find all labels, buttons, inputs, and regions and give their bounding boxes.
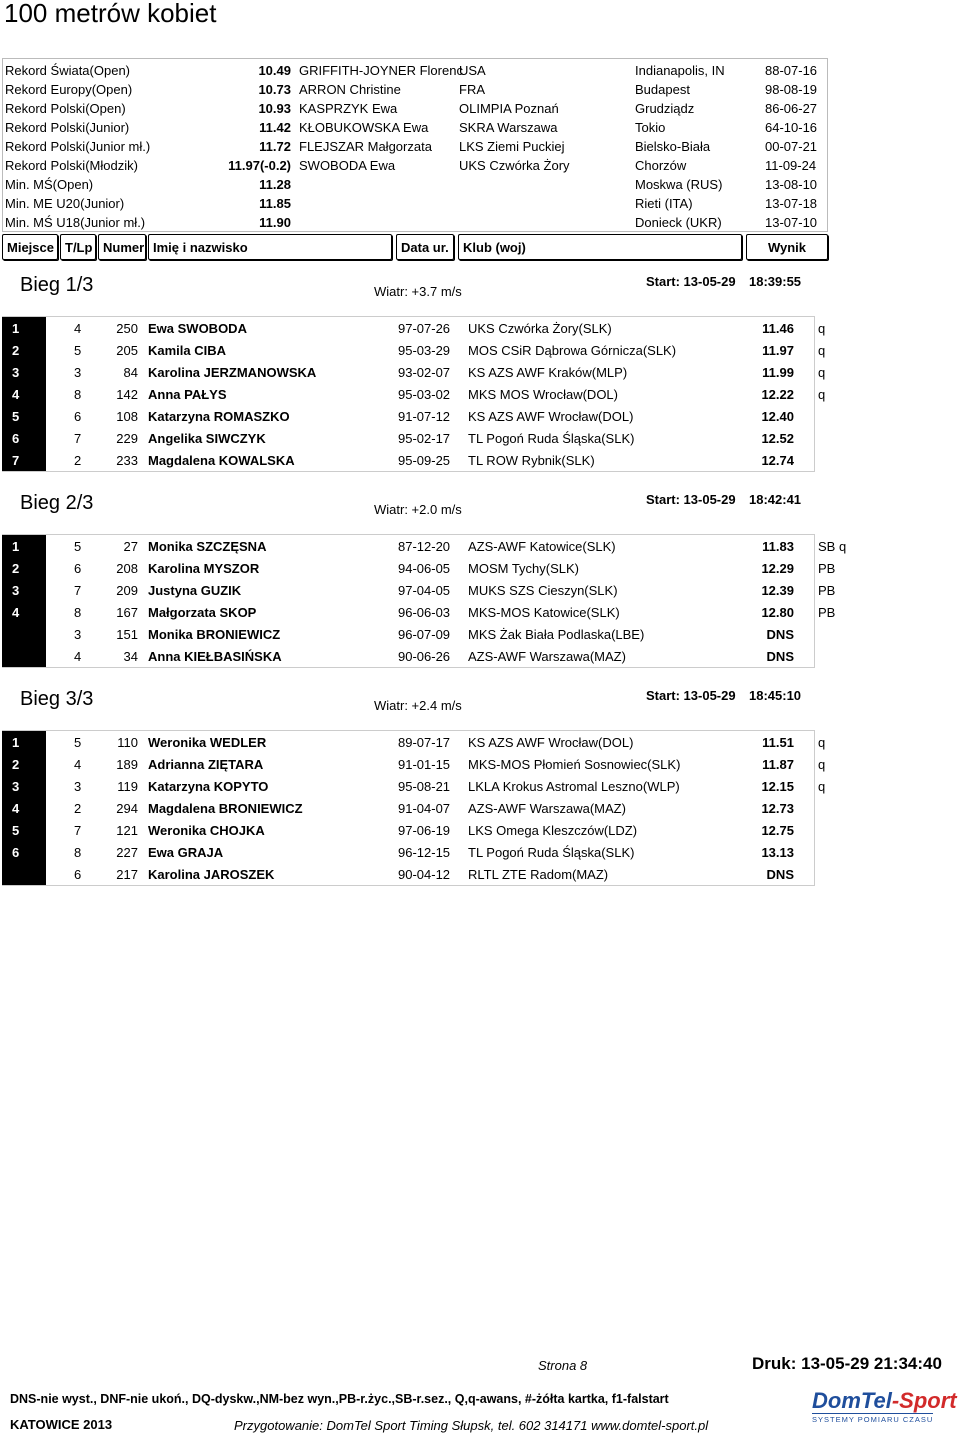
result-row <box>2 383 826 405</box>
record-place: Chorzów <box>635 158 687 173</box>
record-date: 00-07-21 <box>765 139 818 154</box>
result-athlete: Adrianna ZIĘTARA <box>148 757 264 772</box>
header-place: Miejsce <box>2 234 58 260</box>
result-dob: 95-03-02 <box>398 387 451 402</box>
record-result: 11.85 <box>259 196 291 211</box>
result-athlete: Weronika CHOJKA <box>148 823 265 838</box>
record-label: Rekord Polski(Open) <box>5 101 126 116</box>
result-athlete: Karolina JERZMANOWSKA <box>148 365 317 380</box>
result-athlete: Ewa SWOBODA <box>148 321 247 336</box>
result-row <box>2 535 847 557</box>
result-time: 12.80 <box>761 605 794 620</box>
prepared-by: Przygotowanie: DomTel Sport Timing Słupsk, tel. 602 314171 www.domtel-sport.pl <box>234 1418 709 1433</box>
result-note: q <box>818 365 826 380</box>
result-dob: 90-04-12 <box>398 867 451 882</box>
result-athlete: Angelika SIWCZYK <box>148 431 266 446</box>
result-dob: 90-06-26 <box>398 649 451 664</box>
result-athlete: Weronika WEDLER <box>148 735 267 750</box>
result-time: 12.52 <box>761 431 794 446</box>
result-note: SB q <box>818 539 847 554</box>
heat-start-time: 18:45:10 <box>749 688 802 703</box>
result-club: AZS-AWF Warszawa(MAZ) <box>468 801 626 816</box>
record-row <box>3 137 827 156</box>
result-lane: 3 <box>74 627 82 642</box>
result-time: 11.46 <box>762 321 794 336</box>
result-place: 4 <box>12 801 20 816</box>
result-place: 6 <box>12 845 20 860</box>
result-lane: 4 <box>74 649 82 664</box>
record-label: Rekord Europy(Open) <box>5 82 133 97</box>
result-time: 12.40 <box>761 409 794 424</box>
header-name: Imię i nazwisko <box>148 234 392 260</box>
record-place: Budapest <box>635 82 690 97</box>
result-club: UKS Czwórka Żory(SLK) <box>468 321 612 336</box>
result-lane: 6 <box>74 561 82 576</box>
result-club: MKS MOS Wrocław(DOL) <box>468 387 618 402</box>
result-time: 11.99 <box>762 365 794 380</box>
result-time: DNS <box>766 627 794 642</box>
record-row <box>3 61 827 80</box>
result-lane: 5 <box>74 735 82 750</box>
result-row <box>2 753 826 775</box>
record-result: 11.42 <box>259 120 291 135</box>
result-number: 142 <box>116 387 138 402</box>
result-note: q <box>818 387 826 402</box>
record-row <box>3 175 827 194</box>
result-club: TL ROW Rybnik(SLK) <box>468 453 595 468</box>
result-place: 2 <box>12 561 20 576</box>
result-row <box>2 797 814 819</box>
record-row <box>3 80 827 99</box>
record-club: SKRA Warszawa <box>459 120 558 135</box>
column-header-bar <box>2 234 828 262</box>
header-club: Klub (woj) <box>458 234 742 260</box>
result-number: 217 <box>116 867 138 882</box>
result-lane: 4 <box>74 757 82 772</box>
result-club: KS AZS AWF Wrocław(DOL) <box>468 409 634 424</box>
result-row <box>2 775 826 797</box>
legend: DNS-nie wyst., DNF-nie ukoń., DQ-dyskw.,NM-bez wyn.,PB-r.życ.,SB-r.sez., Q,q-awans, #-żółta kartka, f1-falstart <box>10 1392 669 1406</box>
record-date: 13-07-10 <box>765 215 818 230</box>
domtel-logo <box>808 1388 956 1424</box>
result-dob: 95-02-17 <box>398 431 451 446</box>
result-athlete: Monika BRONIEWICZ <box>148 627 281 642</box>
record-result: 11.72 <box>259 139 291 154</box>
result-time: 12.39 <box>761 583 794 598</box>
result-club: TL Pogoń Ruda Śląska(SLK) <box>468 845 635 860</box>
result-place: 1 <box>12 539 20 554</box>
record-label: Rekord Polski(Młodzik) <box>5 158 138 173</box>
result-lane: 3 <box>74 365 82 380</box>
result-athlete: Magdalena KOWALSKA <box>148 453 295 468</box>
record-club: UKS Czwórka Żory <box>459 158 570 173</box>
result-number: 209 <box>116 583 138 598</box>
heat-wind: Wiatr: +3.7 m/s <box>374 284 462 299</box>
result-time: 12.29 <box>761 561 794 576</box>
result-lane: 8 <box>74 387 82 402</box>
result-athlete: Ewa GRAJA <box>148 845 224 860</box>
heat-title: Bieg 1/3 <box>20 274 94 296</box>
record-place: Moskwa (RUS) <box>635 177 723 192</box>
result-row <box>2 623 814 645</box>
result-place: 2 <box>12 757 20 772</box>
logo-text-a: DomTel <box>812 1388 892 1413</box>
record-date: 13-07-18 <box>765 196 818 211</box>
result-athlete: Anna KIEŁBASIŃSKA <box>148 649 282 664</box>
header-number: Numer <box>98 234 146 260</box>
result-lane: 6 <box>74 867 82 882</box>
result-note: PB <box>818 605 836 620</box>
heat-wind: Wiatr: +2.4 m/s <box>374 698 462 713</box>
result-row <box>2 645 814 667</box>
record-label: Rekord Polski(Junior) <box>5 120 130 135</box>
result-time: 11.87 <box>762 757 794 772</box>
result-row <box>2 731 826 753</box>
result-row <box>2 557 836 579</box>
result-time: DNS <box>766 867 794 882</box>
result-athlete: Monika SZCZĘSNA <box>148 539 267 554</box>
result-dob: 95-09-25 <box>398 453 451 468</box>
result-dob: 95-03-29 <box>398 343 451 358</box>
result-row <box>2 841 814 863</box>
heat-start-time: 18:39:55 <box>749 274 802 289</box>
result-time: 11.83 <box>762 539 794 554</box>
result-place: 7 <box>12 453 20 468</box>
page-title: 100 metrów kobiet <box>4 0 217 28</box>
record-result: 10.49 <box>258 63 291 78</box>
record-label: Min. MŚ U18(Junior mł.) <box>5 215 146 230</box>
header-dob: Data ur. <box>396 234 454 260</box>
result-dob: 97-06-19 <box>398 823 451 838</box>
result-athlete: Justyna GUZIK <box>148 583 242 598</box>
result-club: RLTL ZTE Radom(MAZ) <box>468 867 609 882</box>
record-date: 13-08-10 <box>765 177 818 192</box>
result-dob: 96-06-03 <box>398 605 451 620</box>
record-date: 64-10-16 <box>765 120 818 135</box>
logo-text <box>812 1388 957 1414</box>
result-club: MKS Żak Biała Podlaska(LBE) <box>468 627 645 642</box>
record-row <box>3 194 827 213</box>
result-club: MKS-MOS Płomień Sosnowiec(SLK) <box>468 757 681 772</box>
result-club: MKS-MOS Katowice(SLK) <box>468 605 620 620</box>
record-place: Donieck (UKR) <box>635 215 722 230</box>
result-time: 11.97 <box>762 343 794 358</box>
result-place: 4 <box>12 605 20 620</box>
record-club: USA <box>459 63 486 78</box>
result-dob: 94-06-05 <box>398 561 451 576</box>
result-number: 27 <box>123 539 138 554</box>
result-place: 1 <box>12 735 20 750</box>
record-label: Rekord Świata(Open) <box>5 63 130 78</box>
result-row <box>2 405 814 427</box>
result-place: 5 <box>12 823 20 838</box>
record-label: Min. MŚ(Open) <box>5 177 94 192</box>
heat-title: Bieg 3/3 <box>20 688 94 710</box>
result-dob: 89-07-17 <box>398 735 451 750</box>
result-note: q <box>818 343 826 358</box>
result-row <box>2 579 836 601</box>
record-club: OLIMPIA Poznań <box>459 101 559 116</box>
result-club: AZS-AWF Katowice(SLK) <box>468 539 616 554</box>
result-athlete: Karolina MYSZOR <box>148 561 260 576</box>
result-time: 12.75 <box>761 823 794 838</box>
heat-start-date: Start: 13-05-29 <box>646 274 736 289</box>
result-row <box>2 361 826 383</box>
result-lane: 4 <box>74 321 82 336</box>
result-dob: 91-07-12 <box>398 409 451 424</box>
result-club: LKS Omega Kleszczów(LDZ) <box>468 823 638 838</box>
result-dob: 87-12-20 <box>398 539 451 554</box>
result-dob: 95-08-21 <box>398 779 451 794</box>
result-note: q <box>818 735 826 750</box>
result-row <box>2 819 814 841</box>
result-time: 11.51 <box>762 735 794 750</box>
result-club: AZS-AWF Warszawa(MAZ) <box>468 649 626 664</box>
record-date: 88-07-16 <box>765 63 818 78</box>
record-place: Tokio <box>635 120 666 135</box>
result-athlete: Kamila CIBA <box>148 343 227 358</box>
result-number: 121 <box>116 823 138 838</box>
record-result: 11.97(-0.2) <box>228 158 291 173</box>
result-dob: 93-02-07 <box>398 365 451 380</box>
result-place: 6 <box>12 431 20 446</box>
result-dob: 96-12-15 <box>398 845 451 860</box>
result-note: q <box>818 757 826 772</box>
record-result: 11.90 <box>259 215 291 230</box>
record-place: Indianapolis, IN <box>635 63 725 78</box>
result-number: 34 <box>123 649 138 664</box>
result-lane: 5 <box>74 343 82 358</box>
result-lane: 3 <box>74 779 82 794</box>
result-row <box>2 427 814 449</box>
result-athlete: Magdalena BRONIEWICZ <box>148 801 303 816</box>
result-club: TL Pogoń Ruda Śląska(SLK) <box>468 431 635 446</box>
record-row <box>3 99 827 118</box>
heat-results-table <box>2 730 826 886</box>
result-time: 12.22 <box>761 387 794 402</box>
result-row <box>2 317 826 339</box>
event-name: KATOWICE 2013 <box>10 1417 113 1432</box>
record-row <box>3 213 827 232</box>
heat-results-table <box>2 316 826 472</box>
result-club: MOSM Tychy(SLK) <box>468 561 580 576</box>
result-lane: 7 <box>74 583 82 598</box>
record-holder: KASPRZYK Ewa <box>299 101 398 116</box>
result-number: 151 <box>116 627 138 642</box>
result-time: 12.74 <box>761 453 794 468</box>
result-row <box>2 449 814 471</box>
record-label: Min. ME U20(Junior) <box>5 196 125 211</box>
result-note: PB <box>818 561 836 576</box>
result-lane: 6 <box>74 409 82 424</box>
result-lane: 7 <box>74 823 82 838</box>
result-number: 229 <box>116 431 138 446</box>
record-result: 10.93 <box>258 101 291 116</box>
record-row <box>3 118 827 137</box>
result-note: PB <box>818 583 836 598</box>
record-holder: SWOBODA Ewa <box>299 158 396 173</box>
result-number: 189 <box>116 757 138 772</box>
record-row <box>3 156 827 175</box>
result-time: DNS <box>766 649 794 664</box>
result-number: 84 <box>123 365 138 380</box>
result-row <box>2 339 826 361</box>
result-dob: 97-07-26 <box>398 321 451 336</box>
result-place: 4 <box>12 387 20 402</box>
result-time: 13.13 <box>761 845 794 860</box>
record-result: 10.73 <box>258 82 291 97</box>
result-athlete: Małgorzata SKOP <box>148 605 257 620</box>
record-place: Bielsko-Biała <box>635 139 711 154</box>
result-place: 2 <box>12 343 20 358</box>
record-holder: GRIFFITH-JOYNER Florenc <box>299 63 463 78</box>
record-date: 98-08-19 <box>765 82 818 97</box>
heat-start-date: Start: 13-05-29 <box>646 688 736 703</box>
result-number: 233 <box>116 453 138 468</box>
result-row <box>2 863 814 885</box>
record-date: 86-06-27 <box>765 101 818 116</box>
record-club: FRA <box>459 82 485 97</box>
heat-title: Bieg 2/3 <box>20 492 94 514</box>
record-club: LKS Ziemi Puckiej <box>459 139 565 154</box>
result-number: 227 <box>116 845 138 860</box>
heat-start-date: Start: 13-05-29 <box>646 492 736 507</box>
result-lane: 2 <box>74 453 82 468</box>
result-time: 12.73 <box>761 801 794 816</box>
result-dob: 97-04-05 <box>398 583 451 598</box>
header-lane: T/Lp <box>60 234 96 260</box>
result-athlete: Karolina JAROSZEK <box>148 867 275 882</box>
heat-start-time: 18:42:41 <box>749 492 802 507</box>
result-number: 205 <box>116 343 138 358</box>
record-holder: FLEJSZAR Małgorzata <box>299 139 432 154</box>
heat-results-table <box>2 534 847 668</box>
result-number: 167 <box>116 605 138 620</box>
result-number: 294 <box>116 801 138 816</box>
result-dob: 96-07-09 <box>398 627 451 642</box>
result-number: 110 <box>117 735 138 750</box>
result-athlete: Katarzyna KOPYTO <box>148 779 269 794</box>
result-number: 250 <box>116 321 138 336</box>
result-dob: 91-01-15 <box>398 757 451 772</box>
record-place: Rieti (ITA) <box>635 196 693 211</box>
result-number: 119 <box>117 779 138 794</box>
result-number: 108 <box>116 409 138 424</box>
logo-subtitle: SYSTEMY POMIARU CZASU <box>812 1415 934 1424</box>
result-place: 3 <box>12 583 20 598</box>
logo-text-b: -Sport <box>891 1388 957 1413</box>
result-number: 208 <box>116 561 138 576</box>
record-holder: KŁOBUKOWSKA Ewa <box>299 120 429 135</box>
result-place: 1 <box>12 321 20 336</box>
result-club: LKLA Krokus Astromal Leszno(WLP) <box>468 779 680 794</box>
result-lane: 8 <box>74 845 82 860</box>
header-result: Wynik <box>746 234 828 260</box>
result-time: 12.15 <box>761 779 794 794</box>
result-lane: 5 <box>74 539 82 554</box>
result-athlete: Katarzyna ROMASZKO <box>148 409 290 424</box>
result-club: KS AZS AWF Wrocław(DOL) <box>468 735 634 750</box>
result-row <box>2 601 836 623</box>
heat-wind: Wiatr: +2.0 m/s <box>374 502 462 517</box>
result-lane: 8 <box>74 605 82 620</box>
result-club: MUKS SZS Cieszyn(SLK) <box>468 583 618 598</box>
record-holder: ARRON Christine <box>299 82 401 97</box>
record-place: Grudziądz <box>635 101 695 116</box>
record-result: 11.28 <box>259 177 291 192</box>
result-dob: 91-04-07 <box>398 801 451 816</box>
result-club: MOS CSiR Dąbrowa Górnicza(SLK) <box>468 343 677 358</box>
result-note: q <box>818 779 826 794</box>
record-date: 11-09-24 <box>765 158 817 173</box>
result-place: 3 <box>12 365 20 380</box>
record-label: Rekord Polski(Junior mł.) <box>5 139 151 154</box>
result-place: 5 <box>12 409 20 424</box>
result-lane: 7 <box>74 431 82 446</box>
result-club: KS AZS AWF Kraków(MLP) <box>468 365 628 380</box>
result-place: 3 <box>12 779 20 794</box>
result-athlete: Anna PAŁYS <box>148 387 227 402</box>
print-timestamp: Druk: 13-05-29 21:34:40 <box>752 1354 942 1373</box>
page-number: Strona 8 <box>538 1358 588 1373</box>
records-table <box>2 58 828 232</box>
result-lane: 2 <box>74 801 82 816</box>
result-note: q <box>818 321 826 336</box>
